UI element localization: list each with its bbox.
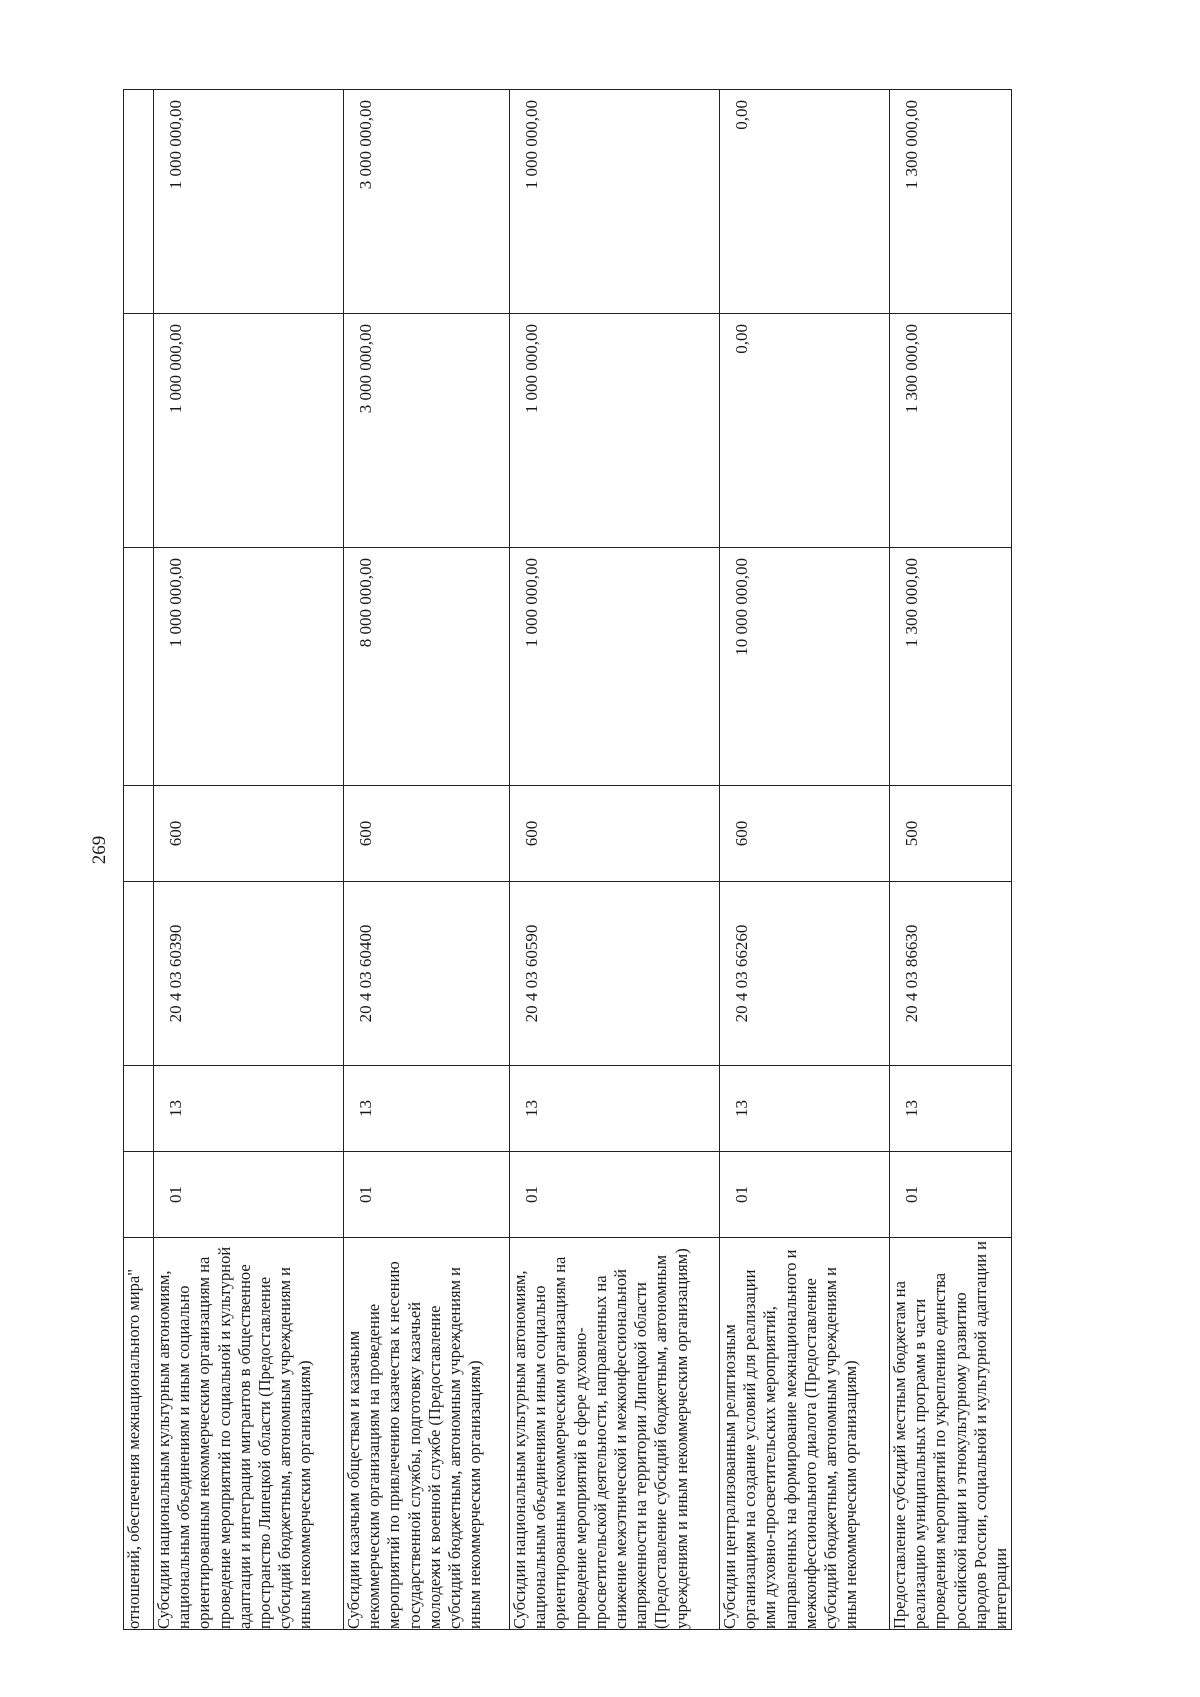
empty-cell [124, 786, 154, 882]
empty-cell [124, 1066, 154, 1152]
section-cell [720, 1152, 890, 1238]
description-cell: Субсидии централизованным религиозным организациям на создание условий для реализации ими духовно-просветительских мероприятий, направленных на формирование межнационального и межконфессионального диалога (Предоставление субсидий бюджетным, автономным учреждениям и иным некоммерческим организациям) [720, 1238, 890, 1630]
amount-2-cell [720, 314, 890, 548]
amount-3-cell [154, 90, 344, 314]
amount-1-cell [344, 548, 510, 786]
expense-type-cell [890, 786, 1012, 882]
amount-3-cell [890, 90, 1012, 314]
amount-2-value: 1 300 000,00 [902, 324, 921, 414]
description-cell: Субсидии казачьим обществам и казачьим некоммерческим организациям на проведение мероприятий по привлечению казачества к несению государственной службы, подготовку казачьей молодежи к военной службе (Предоставление субсидий бюджетным, автономным учреждениям и иным некоммерческим организациям) [344, 1238, 510, 1630]
continuation-cell: отношений, обеспечения межнационального мира" [124, 1238, 154, 1630]
section-value: 01 [732, 1186, 751, 1203]
target-article-cell [344, 882, 510, 1066]
empty-cell [124, 1152, 154, 1238]
subsection-cell [344, 1066, 510, 1152]
section-cell [510, 1152, 720, 1238]
expense-type-cell [154, 786, 344, 882]
amount-1-value: 8 000 000,00 [356, 558, 375, 648]
target-article-cell [510, 882, 720, 1066]
rotated-table-wrapper [123, 90, 1103, 1630]
target-article-value: 20 4 03 60390 [166, 924, 185, 1023]
description-cell: Субсидии национальным культурным автономиям, национальным объединениям и иным социально ориентированным некоммерческим организациям на проведение мероприятий по социальной и культурной адаптации и интеграции мигрантов в общественное пространство Липецкой области (Предоставление субсидий бюджетным, автономным учреждениям и иным некоммерческим организациям) [154, 1238, 344, 1630]
subsection-value: 13 [356, 1100, 375, 1117]
subsection-cell [720, 1066, 890, 1152]
amount-2-cell [510, 314, 720, 548]
expense-type-value: 500 [902, 820, 921, 847]
amount-3-cell [720, 90, 890, 314]
description-cell: Субсидии национальным культурным автономиям, национальным объединениям и иным социально ориентированным некоммерческим организациям на проведение мероприятий в сфере духовно-просветительской деятельности, направленных на снижение межэтнической и межконфессиональной напряженности на территории Липецкой области (Предоставление субсидий бюджетным, автономным учреждениям и иным некоммерческим организациям) [510, 1238, 720, 1630]
subsection-value: 13 [522, 1100, 541, 1117]
amount-3-cell [510, 90, 720, 314]
amount-2-value: 3 000 000,00 [356, 324, 375, 414]
section-cell [154, 1152, 344, 1238]
amount-1-cell [890, 548, 1012, 786]
target-article-cell [154, 882, 344, 1066]
amount-3-value: 1 000 000,00 [166, 100, 185, 190]
amount-2-value: 1 000 000,00 [166, 324, 185, 414]
amount-2-value: 0,00 [732, 324, 751, 354]
amount-1-value: 1 000 000,00 [522, 558, 541, 648]
amount-3-value: 3 000 000,00 [356, 100, 375, 190]
subsection-value: 13 [732, 1100, 751, 1117]
page-number: 269 [89, 835, 110, 865]
table-row [154, 90, 344, 1630]
target-article-cell [720, 882, 890, 1066]
amount-2-cell [344, 314, 510, 548]
amount-3-cell [344, 90, 510, 314]
budget-table [123, 89, 1012, 1630]
subsection-cell [890, 1066, 1012, 1152]
section-value: 01 [166, 1186, 185, 1203]
expense-type-value: 600 [356, 820, 375, 847]
amount-2-cell [890, 314, 1012, 548]
section-value: 01 [522, 1186, 541, 1203]
amount-3-value: 1 000 000,00 [522, 100, 541, 190]
target-article-value: 20 4 03 86630 [902, 924, 921, 1023]
amount-2-value: 1 000 000,00 [522, 324, 541, 414]
empty-cell [124, 882, 154, 1066]
empty-cell [124, 90, 154, 314]
table-row-continuation [124, 90, 154, 1630]
target-article-cell [890, 882, 1012, 1066]
amount-1-value: 10 000 000,00 [732, 558, 751, 656]
empty-cell [124, 548, 154, 786]
amount-1-cell [154, 548, 344, 786]
expense-type-value: 600 [732, 820, 751, 847]
subsection-cell [510, 1066, 720, 1152]
empty-cell [124, 314, 154, 548]
expense-type-cell [510, 786, 720, 882]
table-row [344, 90, 510, 1630]
amount-1-value: 1 300 000,00 [902, 558, 921, 648]
description-cell: Предоставление субсидий местным бюджетам на реализацию муниципальных программ в части проведения мероприятий по укреплению единства российской нации и этнокультурному развитию народов России, социальной и культурной адаптации и интеграции [890, 1238, 1012, 1630]
amount-3-value: 0,00 [732, 100, 751, 130]
subsection-cell [154, 1066, 344, 1152]
target-article-value: 20 4 03 60400 [356, 924, 375, 1023]
table-row [720, 90, 890, 1630]
section-value: 01 [356, 1186, 375, 1203]
expense-type-cell [344, 786, 510, 882]
expense-type-value: 600 [166, 820, 185, 847]
target-article-value: 20 4 03 60590 [522, 924, 541, 1023]
expense-type-value: 600 [522, 820, 541, 847]
expense-type-cell [720, 786, 890, 882]
table-row [890, 90, 1012, 1630]
amount-1-cell [720, 548, 890, 786]
amount-1-value: 1 000 000,00 [166, 558, 185, 648]
amount-3-value: 1 300 000,00 [902, 100, 921, 190]
table-row [510, 90, 720, 1630]
amount-2-cell [154, 314, 344, 548]
target-article-value: 20 4 03 66260 [732, 924, 751, 1023]
amount-1-cell [510, 548, 720, 786]
section-value: 01 [902, 1186, 921, 1203]
section-cell [890, 1152, 1012, 1238]
subsection-value: 13 [902, 1100, 921, 1117]
section-cell [344, 1152, 510, 1238]
subsection-value: 13 [166, 1100, 185, 1117]
